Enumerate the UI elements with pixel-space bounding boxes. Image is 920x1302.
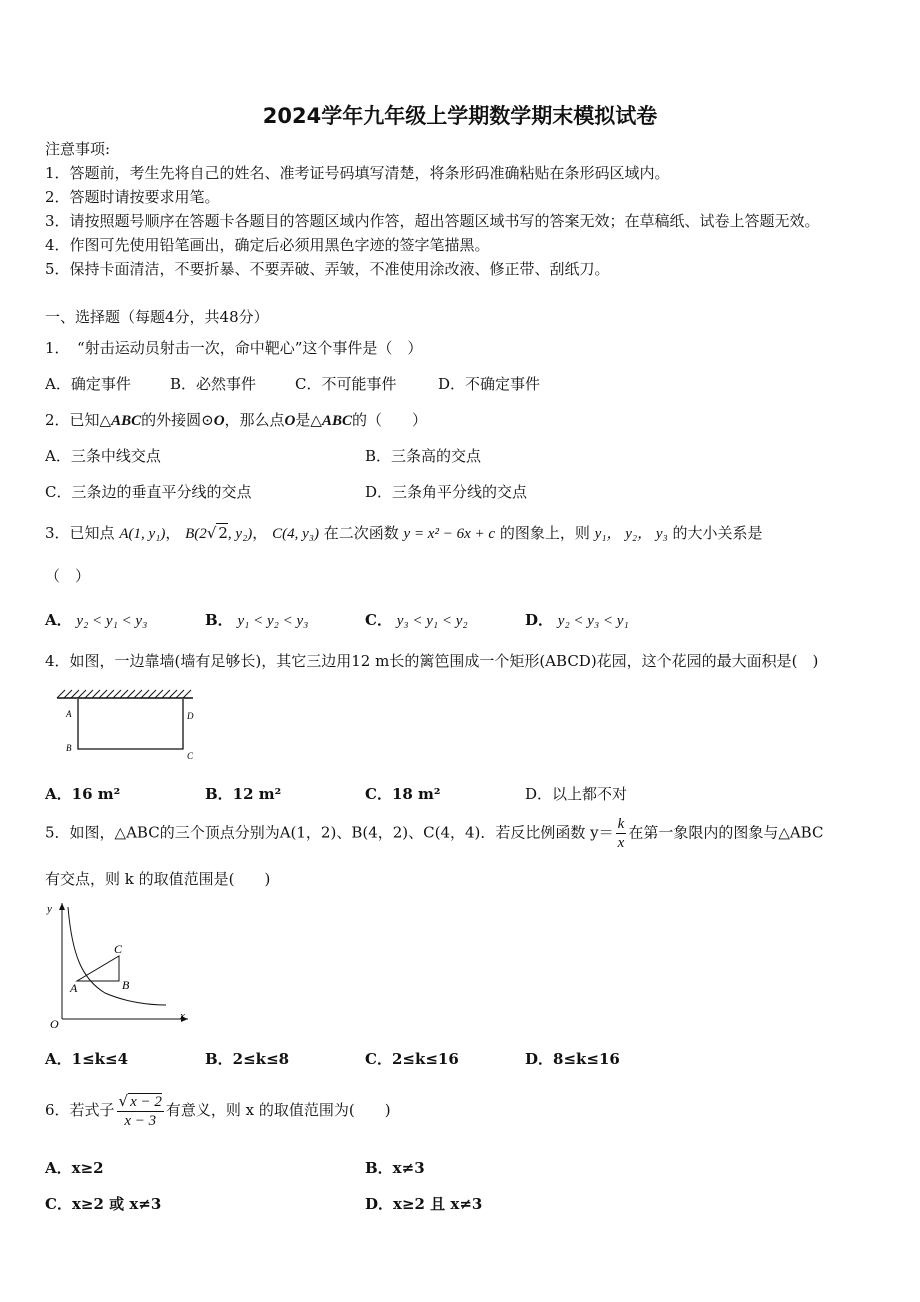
triangle-abc (77, 956, 119, 981)
q3-point-c: C(4, y₃) (272, 526, 319, 542)
q6-fraction-num (117, 1092, 164, 1112)
hyperbola-curve (68, 907, 166, 1005)
q5-axis-label-y: y (47, 903, 52, 915)
q3-point-b-post: , y₂) (227, 526, 253, 542)
q5-stem-pre: 5．如图，△ABC的三个顶点分别为A(1，2)、B(4，2)、C(4，4)．若反比例函数 y＝ (45, 823, 614, 842)
q3-option-b-expr: y₁ < y₂ < y₃ (237, 613, 309, 629)
q3-option-c-expr: y₃ < y₁ < y₂ (396, 613, 468, 629)
q5-fraction (616, 815, 627, 852)
q2-stem (45, 410, 427, 431)
q5-stem (45, 815, 823, 852)
q4-label-a: A (66, 709, 72, 719)
q4-label-b: B (66, 743, 72, 753)
q6-option-a: A．x≥2 (45, 1159, 104, 1177)
section-heading: 一、选择题（每题4分，共48分） (45, 308, 269, 326)
q3-function: y = x² − 6x + c (403, 526, 496, 542)
q3-vars: y₁， y₂， y₃ (594, 526, 668, 542)
q4-option-d: D．以上都不对 (525, 785, 628, 803)
q5-fraction-num: k (617, 816, 625, 832)
q1-option-a: A．确定事件 (45, 375, 131, 393)
q5-label-b: B (122, 978, 130, 992)
q1-option-b: B．必然事件 (170, 375, 257, 393)
q4-label-d: D (187, 711, 194, 721)
q5-label-c: C (114, 942, 123, 956)
q1-stem: 1． “射击运动员射击一次，命中靶心”这个事件是（ ） (45, 339, 423, 357)
q6-fraction-den: x − 3 (124, 1113, 157, 1129)
q5-fraction-den: x (617, 835, 625, 851)
q5-stem-post: 在第一象限内的图象与△ABC (628, 823, 824, 842)
q2-circle-center: O (213, 413, 225, 429)
q2-mid3: 是△ (295, 411, 322, 429)
notice-item-4: 4．作图可先使用铅笔画出，确定后必须用黑色字迹的签字笔描黑。 (45, 236, 490, 254)
q2-option-d: D．三条角平分线的交点 (365, 483, 528, 501)
page-title: 2024学年九年级上学期数学期末模拟试卷 (262, 104, 658, 128)
q3-option-d-expr: y₂ < y₃ < y₁ (557, 613, 629, 629)
q5-origin-label: O (50, 1017, 59, 1031)
notice-item-2: 2．答题时请按要求用笔。 (45, 188, 220, 206)
sqrt-icon: √ (118, 1092, 129, 1110)
notice-item-5: 5．保持卡面清洁，不要折暴、不要弄破、弄皱，不准使用涂改液、修正带、刮纸刀。 (45, 260, 610, 278)
q3-option-a-expr: y₂ < y₁ < y₃ (76, 613, 148, 629)
q6-post: 有意义，则 x 的取值范围为( ) (165, 1101, 391, 1119)
q6-fraction (117, 1092, 164, 1130)
q3-paren: （ ） (45, 567, 91, 585)
q6-pre: 6．若式子 (45, 1101, 115, 1119)
q4-figure (55, 688, 205, 770)
q6-option-d: D．x≥2 且 x≠3 (365, 1195, 483, 1213)
q4-stem: 4．如图，一边靠墙(墙有足够长)，其它三边用12 m长的篱笆围成一个矩形(ABCD)花园，这个花园的最大面积是( ) (45, 652, 819, 670)
q3-point-b-root: 2 (218, 524, 228, 542)
sqrt-icon: √ (206, 524, 217, 542)
q2-num: 2．已知 (45, 411, 100, 429)
q3-option-c (365, 610, 468, 631)
q6-option-b: B．x≠3 (365, 1159, 425, 1177)
q2-triangle: △ABC (99, 413, 142, 429)
q1-option-d: D．不确定事件 (438, 375, 541, 393)
q2-option-b: B．三条高的交点 (365, 447, 482, 465)
q5-option-c: C．2≤k≤16 (365, 1050, 459, 1068)
q4-label-c: C (187, 751, 194, 761)
q2-mid2: ，那么点 (224, 411, 285, 429)
q4-option-c: C．18 m² (365, 785, 441, 803)
q6-stem (45, 1092, 391, 1130)
q2-triangle-2: ABC (321, 413, 352, 429)
q3-option-b (205, 610, 308, 631)
q3-mid2: 的图象上，则 (499, 524, 590, 542)
q3-num: 3．已知点 (45, 524, 115, 542)
q2-end: 的（ ） (351, 411, 427, 429)
q5-figure (40, 897, 195, 1035)
q3-option-c-letter: C． (365, 611, 392, 629)
notice-item-1: 1．答题前，考生先将自己的姓名、准考证号码填写清楚，将条形码准确粘贴在条形码区域内。 (45, 164, 670, 182)
q2-option-a: A．三条中线交点 (45, 447, 161, 465)
q6-option-c: C．x≥2 或 x≠3 (45, 1195, 162, 1213)
q2-point-o: O (284, 413, 296, 429)
notice-heading: 注意事项: (45, 140, 111, 158)
q3-option-a-letter: A． (45, 611, 72, 629)
q5-option-b: B．2≤k≤8 (205, 1050, 290, 1068)
q3-option-d-letter: D． (525, 611, 554, 629)
y-axis-arrow-icon (59, 903, 65, 910)
q3-end: 的大小关系是 (672, 524, 763, 542)
q3-stem: 3．已知点 A(1, y₁)， B(2√ 2, y₂)， C(4, y₃) 在二次函数 y = x² − 6x + c 的图象上，则 y₁， y₂， y₃ 的大小关系是 (45, 524, 763, 542)
q5-axis-label-x: x (180, 1010, 185, 1022)
q3-mid: 在二次函数 (323, 524, 399, 542)
notice-item-3: 3．请按照题号顺序在答题卡各题目的答题区域内作答，超出答题区域书写的答案无效；在草稿纸、试卷上答题无效。 (45, 212, 820, 230)
q4-option-a: A．16 m² (45, 785, 121, 803)
q3-option-d (525, 610, 629, 631)
q3-point-b-pre: B(2 (185, 526, 207, 542)
q3-option-b-letter: B． (205, 611, 233, 629)
q2-mid: 的外接圆⊙ (141, 411, 214, 429)
q3-point-a: A(1, y₁) (119, 526, 166, 542)
q5-option-d: D．8≤k≤16 (525, 1050, 620, 1068)
q6-radicand: x − 2 (130, 1094, 162, 1110)
q3-option-a (45, 610, 147, 631)
q5-label-a: A (70, 981, 78, 995)
q2-option-c: C．三条边的垂直平分线的交点 (45, 483, 252, 501)
wall-hatching (57, 690, 191, 698)
fence-rectangle (78, 699, 183, 749)
q5-option-a: A．1≤k≤4 (45, 1050, 129, 1068)
q5-stem-line2: 有交点，则 k 的取值范围是( ) (45, 870, 271, 888)
q1-option-c: C．不可能事件 (295, 375, 397, 393)
q4-option-b: B．12 m² (205, 785, 282, 803)
